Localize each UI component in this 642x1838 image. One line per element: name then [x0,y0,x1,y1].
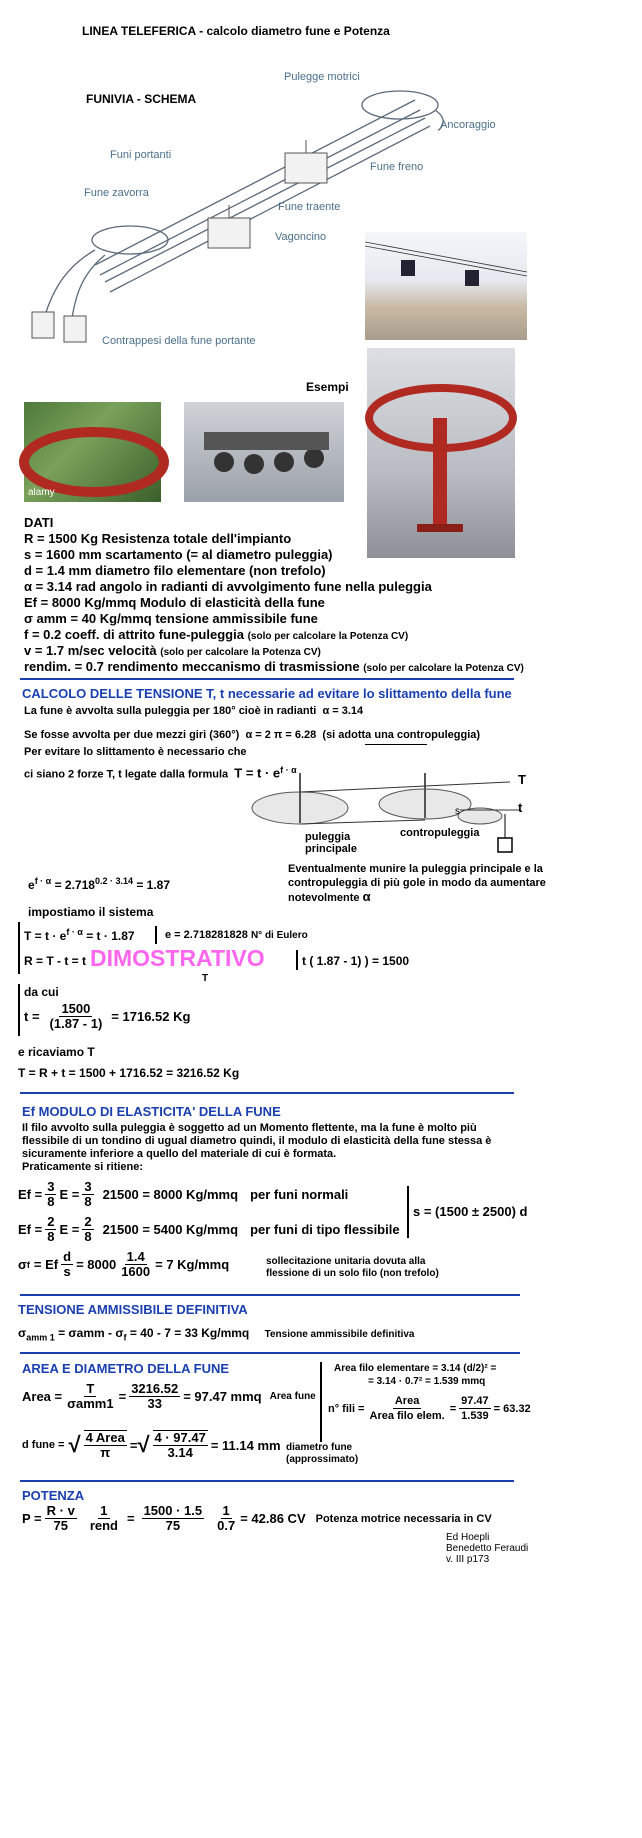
dacui-brace [18,984,20,1036]
divider-bar-2 [296,950,298,970]
dati-s: s = 1600 mm scartamento (= al diametro puleggia) [24,547,333,562]
dati-samm: σ amm = 40 Kg/mmq tensione ammissibile fune [24,611,318,626]
area-filo-bar [320,1362,322,1442]
note-underline [365,744,427,745]
dfune-formula: d fune = √ $\frac{\text{4 Area}}{\pi}$ = √ $\frac{4 \cdot 97.47}{3.14}$ = 11.14 mm [22,1430,281,1460]
s1-p3: Per evitare lo slittamento è necessario che [24,746,247,758]
label-fune-zavorra: Fune zavorra [84,187,149,199]
sigma-note: sollecitazione unitaria dovuta alla flessione di un solo filo (non trefolo) [266,1256,439,1279]
tensione-formula: $\sigma_{amm 1} = \sigma amm - \sigma_f = 40 - 7 = 33$ Kg/mmq Tensione ammissibile definitiva [18,1326,415,1343]
esempi-label: Esempi [306,380,349,394]
s-range-bar [407,1186,409,1238]
section-area-title: AREA E DIAMETRO DELLA FUNE [22,1361,230,1376]
divider-3 [20,1294,520,1296]
ef-flessibile: Ef = $\frac{2}{8}$ E = $\frac{2}{8}$ 21500 = 5400 Kg/mmq per funi di tipo flessibile [18,1214,400,1244]
s1-eventuale: Eventualmente munire la puleggia principale e la contropuleggia di più gole in modo da aumentare notevolmente α [288,863,546,904]
dati-r: R = 1500 Kg Resistenza totale dell'impianto [24,531,292,546]
s1-p1: La fune è avvolta sulla puleggia per 180° cioè in radianti α = 3.14 [24,705,364,717]
dacui: da cui [24,985,59,999]
dati-rend: rendim. = 0.7 rendimento meccanismo di trasmissione (solo per calcolare la Potenza CV) [24,659,524,674]
section-tensioni-title: CALCOLO DELLE TENSIONE T, t necessarie ad evitare lo slittamento della fune [22,686,512,701]
label-T: T [518,772,526,787]
s2-paragraph: Il filo avvolto sulla puleggia è soggetto ad un Momento flettente, ma la fune è molto più flessibile di un tondino di ugual diametro quindi, il modulo di elasticità della fune stessa è sicuramente inferiore a quello del materiale di cui è formata. [22,1122,492,1160]
divider-bar [155,926,157,944]
photo-watermark: alamy [28,487,55,498]
system-eq-2b: t ( 1.87 - 1) ) = 1500 [302,954,410,968]
credits [446,1532,528,1565]
area-filo-2: = 3.14 · 0.7² = 1.539 mmq [368,1376,486,1387]
label-s: s [455,806,460,817]
credit-ref: v. III p173 [446,1554,490,1565]
rollers-photo [184,402,344,502]
potenza-formula: P = $\frac{R \cdot v}{75}$ $\frac{1}{\text{rend}}$ = $\frac{1500 \cdot 1.5}{75}$ $\frac{1}{0.7}$ = 42.86 CV Potenza motrice necessaria in CV [22,1503,492,1533]
label-contropuleggia: contropuleggia [400,827,480,839]
system-eq-2: R = T - t = t [24,954,87,968]
nfili-formula: n° fili = $\frac{\text{Area}}{\text{Area filo elem.}}$ = $\frac{97.47}{1.539}$ = 63.32 [328,1395,531,1422]
label-fune-traente: Fune traente [278,201,341,213]
exp-calc: $e^{f \cdot \alpha} = 2.718^{0.2 \cdot 3.14} = 1.87$ [28,876,171,892]
s2-paragraph-2: Praticamente si ritiene: [22,1161,144,1173]
section-tensione-title: TENSIONE AMMISSIBILE DEFINITIVA [18,1302,248,1317]
dati-d: d = 1.4 mm diametro filo elementare (non trefolo) [24,563,326,578]
system-brace [18,922,20,974]
credit-publisher: Ed Hoepli [446,1532,490,1543]
divider-4 [20,1352,520,1354]
section-ef-title: Ef MODULO DI ELASTICITA' DELLA FUNE [22,1104,281,1119]
area-filo-1: Area filo elementare = 3.14 (d/2)² = [334,1363,497,1374]
T-result: T = R + t = 1500 + 1716.52 = 3216.52 Kg [18,1066,240,1080]
cablecar-photo [365,232,527,340]
dati-alpha: α = 3.14 rad angolo in radianti di avvolgimento fune nella puleggia [24,579,432,594]
divider-5 [20,1480,514,1482]
wheel-photo-1 [24,402,161,502]
impostiamo: impostiamo il sistema [28,905,154,919]
label-contrappesi: Contrappesi della fune portante [102,335,256,347]
divider-2 [20,1092,514,1094]
divider-1 [20,678,514,680]
dati-f: f = 0.2 coeff. di attrito fune-puleggia (solo per calcolare la Potenza CV) [24,627,409,642]
station-wheel-photo [367,348,515,558]
pulley-diagram [250,768,540,863]
label-funi-portanti: Funi portanti [110,149,172,161]
label-vagoncino: Vagoncino [275,231,327,243]
dati-ef: Ef = 8000 Kg/mmq Modulo di elasticità della fune [24,595,325,610]
s-range: s = (1500 ± 2500) d [413,1204,528,1219]
sigma-f: σ f = Ef $\frac{d}{s}$ = 8000 $\frac{1.4}{1600}$ = 7 Kg/mmq [18,1249,230,1279]
dati-v: v = 1.7 m/sec velocità (solo per calcolare la Potenza CV) [24,643,321,658]
dati-title: DATI [24,515,54,530]
label-t: t [518,800,523,815]
page-title: LINEA TELEFERICA - calcolo diametro fune e Potenza [82,24,390,38]
dfune-note: diametro fune (approssimato) [286,1442,359,1465]
credit-author: Benedetto Feraudi [446,1543,529,1554]
euler-note: e = 2.718281828 N° di Eulero [165,929,308,941]
t-formula: t = $\frac{1500}{(1.87 - 1)}$ = 1716.52 Kg [24,1001,191,1031]
section-potenza-title: POTENZA [22,1488,85,1503]
s1-p2: Se fosse avvolta per due mezzi giri (360°) α = 2 π = 6.28 (si adotta una contropuleggia) [24,729,481,741]
label-ancoraggio: Ancoraggio [440,119,496,131]
label-pulegge: Pulegge motrici [284,71,360,83]
ricaviamo: e ricaviamo T [18,1045,95,1059]
label-puleggia: puleggia principale [305,831,357,855]
ef-normal: Ef = $\frac{3}{8}$ E = $\frac{3}{8}$ 21500 = 8000 Kg/mmq per funi normali [18,1179,349,1209]
s1-p4: ci siano 2 forze T, t legate dalla formula $T = t \cdot e^{f \cdot \alpha}$ [24,765,297,781]
label-fune-freno: Fune freno [370,161,424,173]
schema-title: FUNIVIA - SCHEMA [86,92,197,106]
system-eq-1: $T = t \cdot e^{f \cdot \alpha} = t \cdot 1.87$ [24,927,135,943]
dimostrativo-stamp: DIMOSTRATIVO [90,945,265,971]
area-formula: Area = $\frac{T}{\text{σamm1}}$ = $\frac{3216.52}{33}$ = 97.47 mmq Area fune [22,1381,316,1411]
stamp-sub: T [202,973,209,984]
